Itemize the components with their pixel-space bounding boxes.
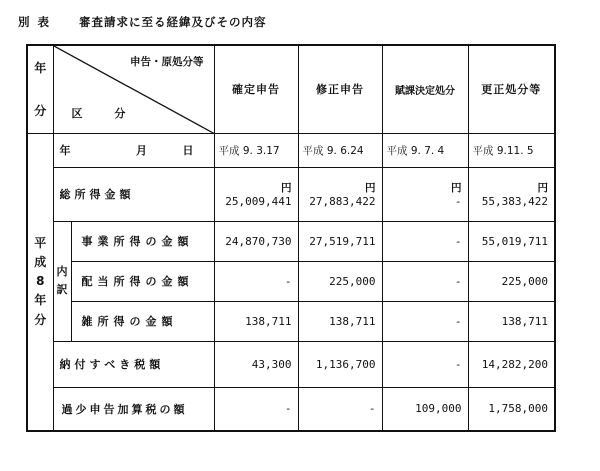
- document-title: [18, 14, 267, 30]
- year-header-cell: [27, 45, 53, 133]
- misc-income-correction: 138,711: [468, 301, 555, 341]
- category-diagonal-header: [53, 45, 214, 133]
- total-income-assessment: 円 -: [382, 167, 468, 221]
- header-filing-label: 申告・原処分等: [130, 56, 204, 68]
- business-income-label: 事業所得の金額: [71, 221, 214, 261]
- tax-payable-correction: 14,282,200: [468, 341, 555, 387]
- date-label-day: 日: [182, 144, 194, 157]
- business-income-correction: 55,019,711: [468, 221, 555, 261]
- date-assessment: 平成 9. 7. 4: [382, 133, 468, 167]
- yen-unit: 円: [537, 182, 548, 194]
- fiscal-year-char: 成: [34, 254, 47, 269]
- tax-payable-final: 43,300: [214, 341, 298, 387]
- misc-income-amended: 138,711: [298, 301, 382, 341]
- table-label: 別表: [18, 15, 57, 29]
- table-title: 審査請求に至る経緯及びその内容: [79, 15, 267, 29]
- date-row-label: [53, 133, 214, 167]
- penalty-assessment: 109,000: [382, 387, 468, 431]
- fiscal-year-vertical-label: [27, 133, 53, 431]
- penalty-amended: -: [298, 387, 382, 431]
- year-header-top: 年: [34, 61, 47, 76]
- tax-history-table: [26, 44, 556, 432]
- col-header-correction: 更正処分等: [468, 45, 555, 133]
- tax-payable-assessment: -: [382, 341, 468, 387]
- dividend-income-correction: 225,000: [468, 261, 555, 301]
- total-income-row: [27, 167, 555, 221]
- penalty-row: [27, 387, 555, 431]
- tax-history-table-container: [26, 44, 554, 457]
- dividend-income-label: 配当所得の金額: [71, 261, 214, 301]
- fiscal-year-char: 平: [34, 235, 47, 250]
- misc-income-final: 138,711: [214, 301, 298, 341]
- date-row: [27, 133, 555, 167]
- col-header-assessment: 賦課決定処分: [382, 45, 468, 133]
- col-header-amended-return: 修正申告: [298, 45, 382, 133]
- header-row: [27, 45, 555, 133]
- business-income-amended: 27,519,711: [298, 221, 382, 261]
- total-income-amended: 円 27,883,422: [298, 167, 382, 221]
- fiscal-year-char: 8: [36, 274, 45, 289]
- total-income-correction: 円 55,383,422: [468, 167, 555, 221]
- date-label-year: 年: [59, 144, 71, 157]
- date-final-return: 平成 9. 3.17: [214, 133, 298, 167]
- breakdown-char: 訳: [56, 283, 68, 296]
- date-correction: 平成 9.11. 5: [468, 133, 555, 167]
- penalty-label: 過少申告加算税の額: [53, 387, 214, 431]
- tax-payable-amended: 1,136,700: [298, 341, 382, 387]
- yen-unit: 円: [281, 182, 292, 194]
- business-income-row: [27, 221, 555, 261]
- dividend-income-assessment: -: [382, 261, 468, 301]
- dividend-income-amended: 225,000: [298, 261, 382, 301]
- breakdown-char: 内: [56, 265, 68, 279]
- tax-payable-row: [27, 341, 555, 387]
- tax-payable-label: 納付すべき税額: [53, 341, 214, 387]
- yen-unit: 円: [451, 182, 462, 194]
- total-income-label: 総所得金額: [53, 167, 214, 221]
- header-category-label: 区 分: [71, 106, 140, 120]
- fiscal-year-char: 分: [34, 312, 47, 327]
- dividend-income-row: [27, 261, 555, 301]
- dividend-income-final: -: [214, 261, 298, 301]
- year-header-bottom: 分: [34, 104, 47, 119]
- total-income-final: 円 25,009,441: [214, 167, 298, 221]
- misc-income-assessment: -: [382, 301, 468, 341]
- misc-income-row: [27, 301, 555, 341]
- breakdown-vertical-label: [53, 221, 71, 341]
- date-label-month: 月: [136, 144, 147, 157]
- misc-income-label: 雑所得の金額: [71, 301, 214, 341]
- penalty-final: -: [214, 387, 298, 431]
- col-header-final-return: 確定申告: [214, 45, 298, 133]
- yen-unit: 円: [365, 182, 376, 194]
- date-amended-return: 平成 9. 6.24: [298, 133, 382, 167]
- penalty-correction: 1,758,000: [468, 387, 555, 431]
- fiscal-year-char: 年: [34, 293, 47, 308]
- business-income-assessment: -: [382, 221, 468, 261]
- business-income-final: 24,870,730: [214, 221, 298, 261]
